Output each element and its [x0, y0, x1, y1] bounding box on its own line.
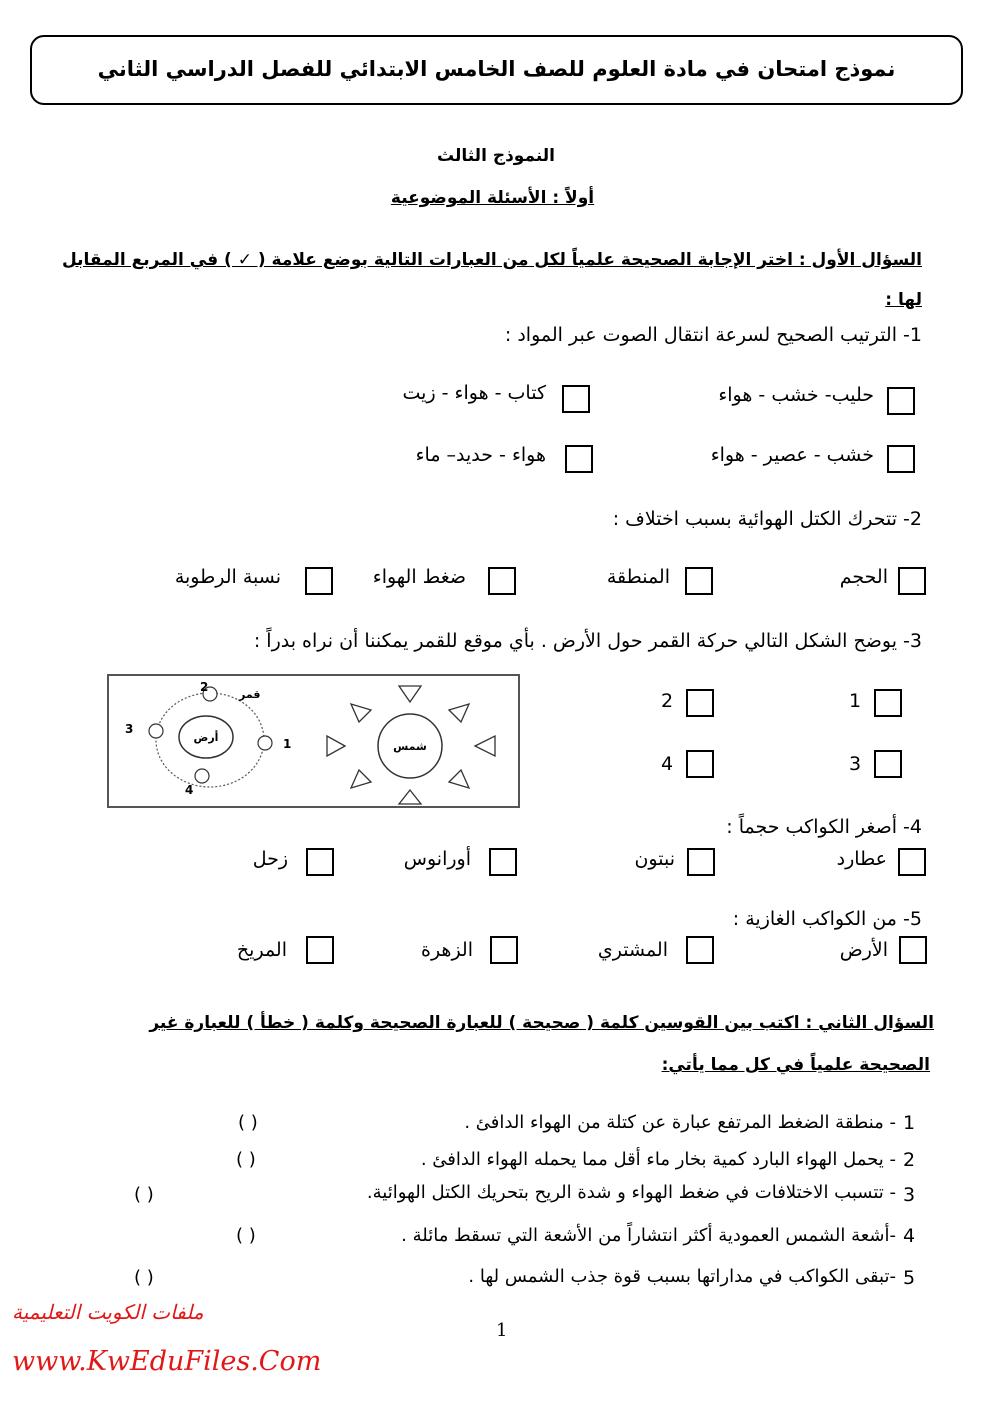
q1-item4-opt3-checkbox[interactable]	[489, 848, 517, 876]
q1-item2-opt4-label: نسبة الرطوبة	[174, 566, 281, 588]
q1-item3	[254, 630, 922, 652]
q1-item3-opt1-label: 1	[849, 690, 862, 712]
q2-stmt5-answer[interactable]: ( )	[134, 1267, 154, 1288]
position-1-label: 1	[283, 737, 292, 751]
q1-item3-opt4-checkbox[interactable]	[686, 750, 714, 778]
q1-item1-opt2-label: كتاب - هواء - زيت	[402, 382, 546, 404]
q2-stmt2-number: 2	[903, 1149, 916, 1171]
q1-item4-text: أصغر الكواكب حجماً :	[726, 816, 897, 838]
q1-item1	[505, 324, 922, 346]
q1-item3-opt3-checkbox[interactable]	[874, 750, 902, 778]
section-title-wrap	[0, 188, 985, 208]
q2-heading-line1: السؤال الثاني : اكتب بين القوسين كلمة ( صحيحة ) للعبارة الصحيحة وكلمة ( خطأ ) للعبارة غير	[149, 1013, 934, 1033]
sun-label: شمس	[393, 740, 427, 753]
q1-item5-opt2-label: المشتري	[597, 939, 668, 961]
footer-brand: ملفات الكويت التعليمية	[12, 1300, 204, 1324]
q1-item2-opt1-label: الحجم	[839, 566, 888, 588]
q1-item3-opt2-checkbox[interactable]	[686, 689, 714, 717]
q1-item4-opt3-label: أورانوس	[403, 848, 471, 870]
q2-stmt2-answer[interactable]: ( )	[236, 1149, 256, 1170]
q1-item5-opt4-label: المريخ	[236, 939, 287, 961]
q1-item1-opt1-label: حليب- خشب - هواء	[718, 384, 874, 406]
q2-stmt1-answer[interactable]: ( )	[238, 1112, 258, 1133]
q1-item3-opt3-label: 3	[849, 753, 862, 775]
q1-item4	[726, 816, 922, 838]
q2-stmt4-text: -أشعة الشمس العمودية أكثر انتشاراً من الأشعة التي تسقط مائلة .	[401, 1225, 896, 1246]
page-number: 1	[496, 1320, 508, 1341]
q1-item4-number: 4-	[903, 816, 922, 838]
q1-item3-text: يوضح الشكل التالي حركة القمر حول الأرض . بأي موقع للقمر يمكننا أن نراه بدراً :	[253, 630, 897, 652]
q1-item4-opt2-label: نبتون	[634, 848, 675, 870]
q2-heading-line2: الصحيحة علمياً في كل مما يأتي:	[661, 1055, 930, 1075]
q2-stmt1-number: 1	[903, 1112, 916, 1134]
q2-stmt3-text: - تتسبب الاختلافات في ضغط الهواء و شدة الريح بتحريك الكتل الهوائية.	[366, 1182, 896, 1203]
q1-item5-opt1-checkbox[interactable]	[899, 936, 927, 964]
exam-title: نموذج امتحان في مادة العلوم للصف الخامس الابتدائي للفصل الدراسي الثاني	[97, 57, 896, 81]
q1-item2-text: تتحرك الكتل الهوائية بسبب اختلاف :	[612, 508, 897, 530]
q1-item1-opt4-checkbox[interactable]	[565, 445, 593, 473]
q1-item4-opt1-checkbox[interactable]	[898, 848, 926, 876]
header-box	[30, 35, 963, 105]
q1-item5-opt4-checkbox[interactable]	[306, 936, 334, 964]
q1-item4-opt4-checkbox[interactable]	[306, 848, 334, 876]
q1-item2	[613, 508, 922, 530]
q2-stmt4-answer[interactable]: ( )	[236, 1225, 256, 1246]
q1-heading-line1: السؤال الأول : اختر الإجابة الصحيحة علمياً لكل من العبارات التالية بوضع علامة ( ✓ ) في المربع المقابل	[61, 250, 922, 270]
moon-position-1-icon	[258, 736, 272, 750]
q1-item3-number: 3-	[903, 630, 922, 652]
q1-item2-opt2-label: المنطقة	[606, 566, 670, 588]
q1-item4-opt1-label: عطارد	[836, 848, 887, 870]
moon-phase-diagram	[107, 674, 520, 808]
q1-item2-opt2-checkbox[interactable]	[685, 567, 713, 595]
q1-item2-opt3-checkbox[interactable]	[488, 567, 516, 595]
q1-item2-opt1-checkbox[interactable]	[898, 567, 926, 595]
moon-position-4-icon	[195, 769, 209, 783]
q1-item4-opt2-checkbox[interactable]	[687, 848, 715, 876]
q2-stmt1-text: - منطقة الضغط المرتفع عبارة عن كتلة من الهواء الدافئ .	[464, 1112, 896, 1133]
q1-item2-number: 2-	[903, 508, 922, 530]
q1-item4-opt4-label: زحل	[252, 848, 288, 870]
sun-icon	[327, 686, 495, 804]
q1-item2-opt3-label: ضغط الهواء	[372, 566, 466, 588]
q1-item1-opt3-label: خشب - عصير - هواء	[710, 444, 874, 466]
q1-item5-text: من الكواكب الغازية :	[732, 908, 897, 930]
q1-item1-number: 1-	[903, 324, 922, 346]
model-title: النموذج الثالث	[436, 146, 555, 166]
q1-item3-opt4-label: 4	[661, 753, 674, 775]
q2-stmt5-number: 5	[903, 1267, 916, 1289]
q1-item5-opt1-label: الأرض	[839, 939, 888, 961]
q1-item1-opt4-label: هواء - حديد– ماء	[415, 444, 546, 466]
q1-item5-opt3-label: الزهرة	[420, 939, 473, 961]
moon-position-3-icon	[149, 724, 163, 738]
position-2-label: 2	[200, 680, 209, 694]
q1-item2-opt4-checkbox[interactable]	[305, 567, 333, 595]
q1-item3-opt1-checkbox[interactable]	[874, 689, 902, 717]
position-4-label: 4	[185, 783, 194, 797]
q1-item1-opt2-checkbox[interactable]	[562, 385, 590, 413]
q1-item5	[733, 908, 922, 930]
footer-url-link[interactable]: www.KwEduFiles.Com	[12, 1346, 322, 1377]
q2-stmt5-text: -تبقى الكواكب في مداراتها بسبب قوة جذب الشمس لها .	[468, 1266, 896, 1287]
q1-item5-number: 5-	[903, 908, 922, 930]
q2-stmt3-number: 3	[903, 1184, 916, 1206]
q1-item5-opt2-checkbox[interactable]	[686, 936, 714, 964]
q1-heading-line2: لها :	[885, 290, 922, 310]
moon-label: قمر	[239, 688, 261, 701]
moon-phase-svg	[109, 676, 518, 806]
earth-label: أرض	[193, 731, 219, 744]
section-title: أولاً : الأسئلة الموضوعية	[390, 188, 595, 208]
q2-stmt4-number: 4	[903, 1225, 916, 1247]
q2-stmt2-text: - يحمل الهواء البارد كمية بخار ماء أقل مما يحمله الهواء الدافئ .	[420, 1149, 896, 1170]
q1-item1-opt3-checkbox[interactable]	[887, 445, 915, 473]
q1-item1-text: الترتيب الصحيح لسرعة انتقال الصوت عبر المواد :	[504, 324, 897, 346]
q1-item3-opt2-label: 2	[661, 690, 674, 712]
q2-stmt3-answer[interactable]: ( )	[134, 1184, 154, 1205]
earth-icon	[179, 716, 233, 758]
position-3-label: 3	[125, 722, 134, 736]
q1-item5-opt3-checkbox[interactable]	[490, 936, 518, 964]
q1-item1-opt1-checkbox[interactable]	[887, 387, 915, 415]
